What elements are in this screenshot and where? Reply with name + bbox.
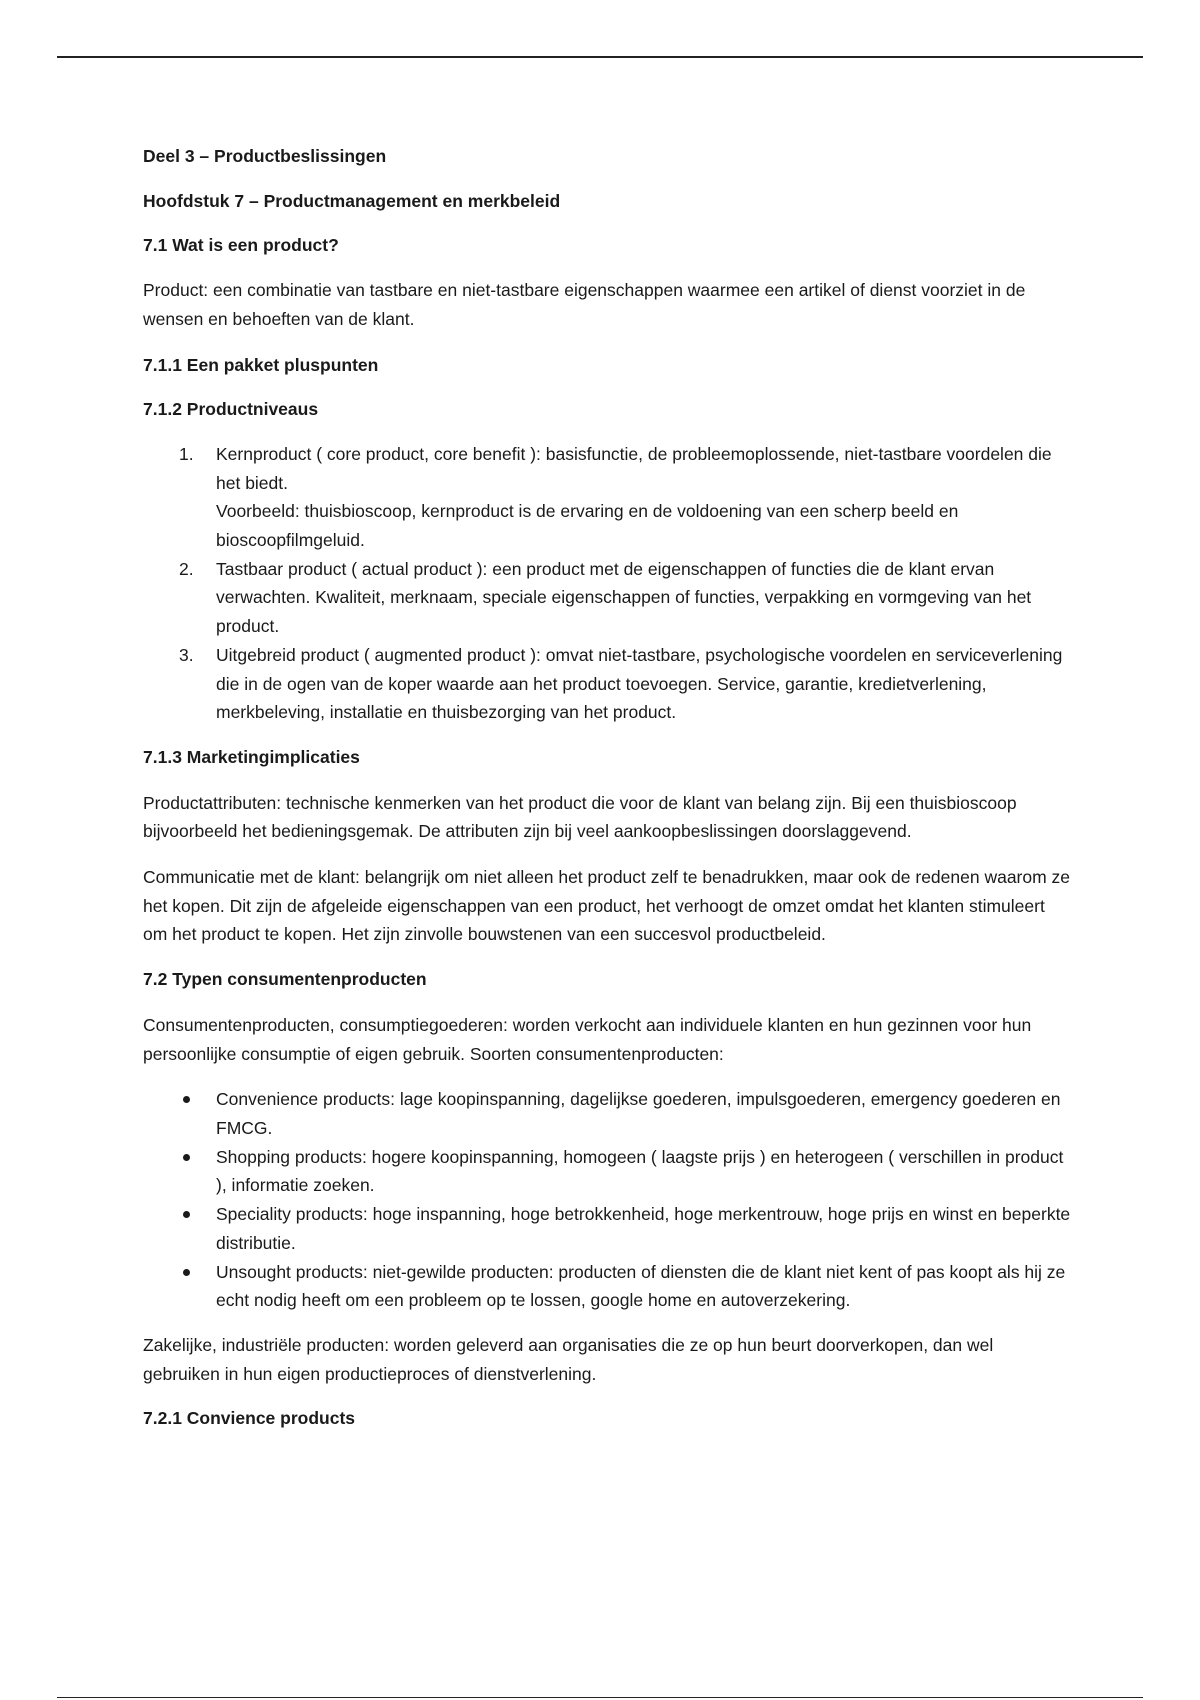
- section-7-2-1-heading: 7.2.1 Convience products: [143, 1408, 356, 1429]
- document-body: [143, 142, 1073, 1433]
- list-item: [143, 440, 1073, 555]
- footer-rule: [57, 1697, 1143, 1698]
- section-7-1-1-heading: 7.1.1 Een pakket pluspunten: [143, 354, 379, 375]
- section-7-2-paragraph-1: Consumentenproducten, consumptiegoederen: worden verkocht aan individuele klanten en hun gezinnen voor hun persoonlijke consumptie of eigen gebruik. Soorten consumentenproducten:: [143, 1014, 1032, 1064]
- list-item: [143, 1200, 1073, 1257]
- consumer-product-types-list: [143, 1085, 1073, 1315]
- list-item: [143, 1085, 1073, 1142]
- chapter-heading: Hoofdstuk 7 – Productmanagement en merkbeleid: [143, 190, 561, 211]
- product-levels-list: [143, 440, 1073, 727]
- list-item: [143, 641, 1073, 727]
- section-7-1-text: Product: een combinatie van tastbare en niet-tastbare eigenschappen waarmee een artikel of dienst voorziet in de wensen en behoeften van de klant.: [143, 280, 1026, 329]
- section-7-1-3-heading: 7.1.3 Marketingimplicaties: [143, 746, 360, 767]
- section-7-2-paragraph-2: Zakelijke, industriële producten: worden geleverd aan organisaties die ze op hun beurt doorverkopen, dan wel gebruiken in hun eigen productieproces of dienstverlening.: [143, 1334, 994, 1384]
- list-item-text: Convenience products: lage koopinspanning, dagelijkse goederen, impulsgoederen, emergency goederen en FMCG.: [216, 1089, 1061, 1138]
- header-rule: [57, 56, 1143, 58]
- list-item: [143, 1143, 1073, 1200]
- list-item-text: Kernproduct ( core product, core benefit ): basisfunctie, de probleemoplossende, niet-tastbare voordelen die het biedt.: [216, 443, 1052, 493]
- list-item: [143, 1258, 1073, 1315]
- list-item-text: Unsought products: niet-gewilde producten: producten of diensten die de klant niet kent of pas koopt als hij ze echt nodig heeft om een probleem op te lossen, google home en autoverzekering.: [216, 1261, 1066, 1311]
- part-heading: Deel 3 – Productbeslissingen: [143, 146, 387, 166]
- section-7-1-3-paragraph-2: Communicatie met de klant: belangrijk om niet alleen het product zelf te benadrukken, maar ook de redenen waarom ze het kopen. Dit zijn de afgeleide eigenschappen van een product, het verhoogt de omzet omdat het klanten stimuleert om het product te kopen. Het zijn zinvolle bouwstenen van een succesvol productbeleid.: [143, 867, 1071, 945]
- section-7-1-heading: 7.1 Wat is een product?: [143, 235, 339, 256]
- list-number: 2.: [179, 558, 194, 579]
- section-7-2-heading: 7.2 Typen consumentenproducten: [143, 969, 427, 990]
- section-7-1-3-paragraph-1: Productattributen: technische kenmerken van het product die voor de klant van belang zijn. Bij een thuisbioscoop bijvoorbeeld het bedieningsgemak. De attributen zijn bij veel aankoopbeslissingen doorslaggevend.: [143, 792, 1017, 842]
- list-item-text: Uitgebreid product ( augmented product ): omvat niet-tastbare, psychologische voordelen en serviceverlening die in de ogen van de koper waarde aan het product toevoegen. Service, garantie, kredietverlening, merkbeleving, installatie en thuisbezorging van het product.: [216, 644, 1063, 723]
- list-number: 3.: [179, 644, 194, 665]
- list-number: 1.: [179, 443, 194, 464]
- list-item-text: Tastbaar product ( actual product ): een product met de eigenschappen of functies die de klant ervan verwachten. Kwaliteit, merknaam, speciale eigenschappen of functies, verpakking en vormgeving van het product.: [216, 558, 1032, 637]
- section-7-1-2-heading: 7.1.2 Productniveaus: [143, 399, 319, 420]
- list-item: [143, 555, 1073, 641]
- list-item-text: Shopping products: hogere koopinspanning, homogeen ( laagste prijs ) en heterogeen ( verschillen in product ), informatie zoeken.: [216, 1146, 1064, 1196]
- list-item-example: Voorbeeld: thuisbioscoop, kernproduct is de ervaring en de voldoening van een scherp beeld en bioscoopfilmgeluid.: [216, 501, 959, 551]
- list-item-text: Speciality products: hoge inspanning, hoge betrokkenheid, hoge merkentrouw, hoge prijs en winst en beperkte distributie.: [216, 1204, 1071, 1253]
